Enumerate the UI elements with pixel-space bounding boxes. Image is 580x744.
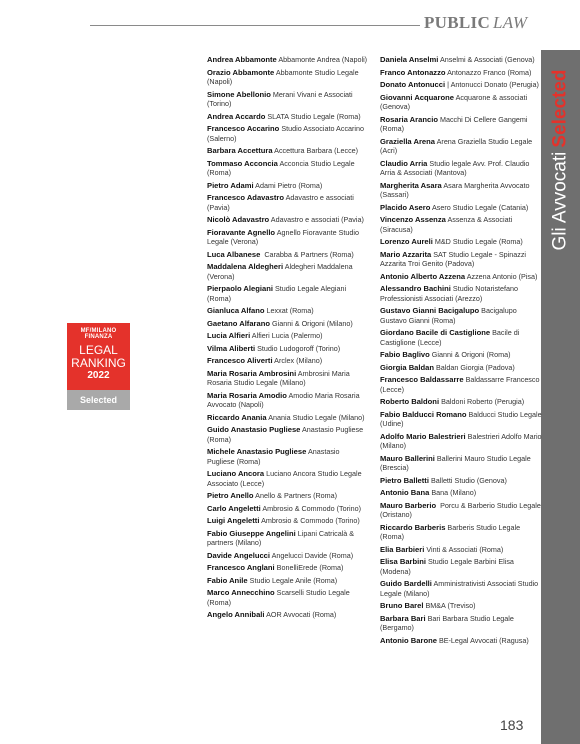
lawyer-name: Lorenzo Aureli [380, 237, 433, 246]
lawyer-name: Placido Asero [380, 202, 431, 212]
sidebar-title-accent: Selected [549, 69, 571, 148]
lawyer-name: Claudio Arria [380, 158, 428, 168]
firm-name: Barberis Studio Legale (Roma) [380, 522, 521, 541]
firm-name: Arclex (Milano) [274, 356, 323, 365]
list-item [207, 413, 369, 423]
lawyer-name: Graziella Arena [380, 136, 436, 146]
lawyer-name: Orazio Abbamonte [207, 67, 275, 77]
list-item [380, 215, 542, 234]
list-item [207, 55, 369, 65]
firm-name: Gianni & Origoni (Milano) [272, 318, 353, 328]
list-item [207, 576, 369, 586]
firm-name: BonelliErede (Roma) [276, 563, 344, 572]
list-item [207, 90, 369, 109]
firm-name: SAT Studio Legale - Spinazzi Azzarita Troi Genito (Padova) [380, 249, 527, 268]
list-item [380, 350, 542, 360]
lawyer-name: Adolfo Mario Balestrieri [380, 431, 466, 441]
lawyer-name: Margherita Asara [380, 180, 442, 190]
list-item [380, 93, 542, 112]
lawyer-name: Vincenzo Assenza [380, 215, 446, 224]
list-item [207, 516, 369, 526]
firm-name: Carabba & Partners (Roma) [262, 249, 354, 259]
firm-name: Asero Studio Legale (Catania) [431, 202, 529, 212]
section-title-strong: PUBLIC [424, 13, 491, 32]
firm-name: Ambrosio & Commodo (Torino) [261, 516, 360, 525]
list-item [207, 228, 369, 247]
list-item [380, 601, 542, 611]
firm-name: Alfieri Lucia (Palermo) [251, 331, 323, 340]
lawyer-name: Francesco Aliverti [207, 356, 273, 365]
list-item [207, 181, 369, 191]
firm-name: M&D Studio Legale (Roma) [434, 237, 523, 246]
firm-name: Azzena Antonio (Pisa) [466, 271, 538, 281]
firm-name: Vinti & Associati (Roma) [426, 544, 504, 554]
list-item [380, 137, 542, 156]
firm-name: Studio Legale Alegiani (Roma) [207, 284, 347, 303]
sidebar-title [541, 50, 580, 270]
firm-name: Amministrativisti Associati Studio Legale (Milano) [380, 579, 539, 598]
firm-name: Bacile di Castiglione (Lecce) [380, 328, 520, 347]
lawyer-name: Mario Azzarita [380, 249, 432, 259]
firm-name: Assenza & Associati (Siracusa) [380, 215, 513, 234]
firm-name: Amodio Maria Rosaria Avvocato (Napoli) [207, 390, 360, 409]
firm-name: Anastasio Pugliese (Roma) [207, 447, 340, 466]
list-item [207, 215, 369, 225]
list-item [380, 80, 542, 90]
list-item [207, 369, 369, 388]
list-item [207, 504, 369, 514]
firm-name: SLATA Studio Legale (Roma) [267, 111, 361, 121]
list-item [380, 636, 542, 646]
lawyer-name: Gustavo Gianni Bacigalupo [380, 306, 480, 315]
lawyer-name: Francesco Accarino [207, 124, 280, 133]
list-item [207, 284, 369, 303]
firm-name: Agnello Fioravante Studio Legale (Verona) [207, 227, 359, 246]
firm-name: Studio Ludogoroff (Torino) [257, 343, 341, 353]
list-item [207, 425, 369, 444]
list-item [207, 331, 369, 341]
firm-name: Lipani Catricalà & partners (Milano) [207, 528, 355, 547]
firm-name: Macchi Di Cellere Gangemi (Roma) [380, 114, 528, 133]
list-item [207, 563, 369, 573]
lawyer-name: Andrea Abbamonte [207, 55, 277, 64]
lawyer-name: Fabio Balducci Romano [380, 409, 467, 419]
lawyer-name: Angelo Annibali [207, 610, 265, 619]
lawyer-name: Luca Albanese [207, 249, 261, 259]
list-item [380, 181, 542, 200]
firm-name: Luciano Ancora Studio Legale Associato (Lecce) [207, 469, 362, 488]
firm-name: Bana (Milano) [431, 488, 477, 497]
list-item [380, 203, 542, 213]
list-item [380, 363, 542, 373]
firm-name: Asara Margherita Avvocato (Sassari) [380, 180, 530, 199]
list-item [380, 454, 542, 473]
list-item [207, 529, 369, 548]
lawyer-name: Guido Anastasio Pugliese [207, 425, 301, 434]
page-number: 183 [500, 717, 524, 733]
list-item [207, 159, 369, 178]
lawyer-name: Antonio Barone [380, 635, 437, 645]
firm-name: Anastasio Pugliese (Roma) [207, 425, 364, 444]
lawyer-name: Fabio Giuseppe Angelini [207, 528, 296, 538]
lawyer-name: Barbara Accettura [207, 146, 273, 155]
lawyer-name: Luciano Ancora [207, 469, 265, 478]
firm-name: Angelucci Davide (Roma) [271, 550, 354, 560]
section-title-light: LAW [493, 13, 528, 32]
list-item [380, 410, 542, 429]
firm-name: Studio legale Avv. Prof. Claudio Arria & Associati (Mantova) [380, 158, 530, 177]
lawyer-name: Pietro Adami [207, 180, 254, 190]
lawyer-name: Andrea Accardo [207, 111, 266, 121]
firm-name: Lexxat (Roma) [266, 306, 314, 315]
list-item [380, 328, 542, 347]
firm-name: Acquarone & associati (Genova) [380, 92, 528, 111]
firm-name: Adami Pietro (Roma) [255, 180, 323, 190]
left-column [207, 55, 369, 623]
lawyer-name: Antonio Bana [380, 488, 430, 497]
lawyer-name: Rosaria Arancio [380, 114, 438, 124]
lawyer-name: Roberto Baldoni [380, 397, 440, 406]
lawyer-name: Riccardo Barberis [380, 522, 446, 532]
firm-name: Baldan Giorgia (Padova) [436, 362, 515, 372]
firm-name: Studio Associato Accarino (Salerno) [207, 124, 365, 143]
firm-name: Studio Legale Anile (Roma) [249, 575, 338, 585]
sidebar-title-main: Gli Avvocati [549, 151, 571, 251]
list-item [380, 68, 542, 78]
lawyer-name: Lucia Alfieri [207, 331, 251, 340]
list-item [207, 344, 369, 354]
firm-name: Balducci Studio Legale (Udine) [380, 409, 542, 428]
list-item [207, 68, 369, 87]
lawyer-name: Giordano Bacile di Castiglione [380, 328, 491, 337]
list-item [380, 545, 542, 555]
lawyer-name: Marco Annecchino [207, 588, 275, 597]
lawyer-name: Michele Anastasio Pugliese [207, 447, 307, 456]
list-item [207, 146, 369, 156]
lawyer-name: Gianluca Alfano [207, 306, 265, 315]
lawyer-name: Alessandro Bachini [380, 284, 451, 293]
list-item [207, 588, 369, 607]
lawyer-name: Gaetano Alfarano [207, 318, 271, 328]
list-item [380, 375, 542, 394]
firm-name: | Antonucci Donato (Perugia) [447, 80, 539, 89]
firm-name: Bari Barbara Studio Legale (Bergamo) [380, 613, 514, 632]
firm-name: Baldoni Roberto (Perugia) [441, 397, 525, 406]
list-item [207, 306, 369, 316]
firm-name: Balestrieri Adolfo Mario (Milano) [380, 431, 542, 450]
firm-name: Adavastro e associati (Pavia) [270, 215, 364, 224]
list-item [380, 614, 542, 633]
list-item [380, 476, 542, 486]
lawyer-name: Maria Rosaria Ambrosini [207, 368, 297, 378]
lawyer-name: Francesco Baldassarre [380, 375, 464, 384]
lawyer-name: Elia Barbieri [380, 544, 425, 554]
firm-name: Anselmi & Associati (Genova) [440, 55, 535, 64]
lawyer-name: Mauro Ballerini [380, 453, 435, 463]
lawyer-name: Davide Angelucci [207, 550, 271, 560]
lawyer-name: Daniela Anselmi [380, 55, 439, 64]
list-item [207, 447, 369, 466]
firm-name: Gianni & Origoni (Roma) [431, 350, 511, 359]
lawyer-name: Pietro Balletti [380, 475, 429, 485]
badge-footer: Selected [67, 390, 130, 410]
lawyer-name: Carlo Angeletti [207, 503, 261, 513]
firm-name: AOR Avvocati (Roma) [266, 610, 337, 619]
list-item [380, 237, 542, 247]
lawyer-name: Barbara Bari [380, 613, 426, 623]
lawyer-name: Simone Abellonio [207, 89, 271, 99]
list-item [380, 284, 542, 303]
lawyer-name: Vilma Aliberti [207, 343, 256, 353]
list-item [380, 55, 542, 65]
firm-name: Porcu & Barberio Studio Legale (Oristano) [380, 500, 541, 519]
firm-name: Ballerini Mauro Studio Legale (Brescia) [380, 453, 531, 472]
lawyer-name: Antonio Alberto Azzena [380, 271, 466, 281]
legal-ranking-badge [67, 323, 130, 410]
firm-name: Abbamonte Andrea (Napoli) [278, 55, 368, 64]
firm-name: Studio Legale Barbini Elisa (Modena) [380, 557, 514, 576]
section-title [424, 13, 527, 33]
list-item [207, 391, 369, 410]
firm-name: Bacigalupo Gustavo Gianni (Roma) [380, 306, 517, 325]
badge-line-1: LEGAL [79, 343, 118, 357]
firm-name: BM&A (Treviso) [425, 601, 476, 610]
firm-name: Accettura Barbara (Lecce) [274, 146, 359, 155]
lawyer-name: Francesco Anglani [207, 563, 275, 572]
list-item [207, 491, 369, 501]
list-item [380, 501, 542, 520]
list-item [380, 272, 542, 282]
list-item [380, 579, 542, 598]
lawyer-name: Nicolò Adavastro [207, 215, 270, 224]
lawyer-name: Franco Antonazzo [380, 67, 446, 77]
lawyer-name: Luigi Angeletti [207, 516, 260, 525]
firm-name: Balletti Studio (Genova) [430, 475, 507, 485]
lawyer-name: Mauro Barberio [380, 500, 437, 510]
list-item [207, 112, 369, 122]
list-item [207, 356, 369, 366]
lawyer-name: Giovanni Acquarone [380, 92, 454, 102]
lawyer-name: Bruno Barel [380, 601, 424, 610]
firm-name: Aldegheri Maddalena (Verona) [207, 262, 353, 281]
list-item [380, 250, 542, 269]
firm-name: Adavastro e associati (Pavia) [207, 193, 354, 212]
lawyer-name: Giorgia Baldan [380, 362, 435, 372]
badge-line-2: RANKING [71, 356, 126, 370]
lawyer-name: Guido Bardelli [380, 579, 432, 588]
lawyer-name: Maria Rosaria Amodio [207, 390, 287, 400]
lawyer-name: Maddalena Aldegheri [207, 262, 284, 271]
right-column [380, 55, 542, 648]
lawyer-name: Fabio Anile [207, 575, 248, 585]
lawyer-name: Fabio Baglivo [380, 350, 430, 359]
list-item [207, 193, 369, 212]
lawyer-name: Fioravante Agnello [207, 227, 276, 237]
list-item [380, 523, 542, 542]
list-item [207, 469, 369, 488]
firm-name: Ambrosio & Commodo (Torino) [262, 503, 362, 513]
lawyer-name: Elisa Barbini [380, 557, 427, 566]
list-item [207, 551, 369, 561]
header-rule [90, 25, 420, 26]
lawyer-name: Pierpaolo Alegiani [207, 284, 273, 293]
lawyer-name: Tommaso Acconcia [207, 158, 278, 168]
list-item [207, 250, 369, 260]
list-item [207, 319, 369, 329]
list-item [380, 432, 542, 451]
firm-name: Merani Vivani e Associati (Torino) [207, 89, 353, 108]
lawyer-name: Francesco Adavastro [207, 193, 284, 202]
firm-name: Ambrosini Maria Rosaria Studio Legale (Milano) [207, 368, 350, 387]
lawyer-name: Donato Antonucci [380, 80, 446, 89]
list-item [380, 488, 542, 498]
badge-brand-logo: MF/MILANO FINANZA [80, 328, 117, 340]
list-item [207, 124, 369, 143]
firm-name: Abbamonte Studio Legale (Napoli) [207, 67, 359, 86]
list-item [380, 306, 542, 325]
list-item [380, 159, 542, 178]
list-item [380, 115, 542, 134]
badge-year: 2022 [87, 370, 110, 381]
firm-name: Arena Graziella Studio Legale (Acri) [380, 136, 533, 155]
firm-name: Acconcia Studio Legale (Roma) [207, 158, 355, 177]
list-item [207, 610, 369, 620]
list-item [207, 262, 369, 281]
lawyer-name: Pietro Anello [207, 491, 254, 500]
firm-name: Scarselli Studio Legale (Roma) [207, 588, 350, 607]
list-item [380, 397, 542, 407]
firm-name: Anello & Partners (Roma) [255, 491, 338, 500]
firm-name: Anania Studio Legale (Milano) [268, 412, 365, 422]
firm-name: Baldassarre Francesco (Lecce) [380, 375, 540, 394]
lawyer-name: Riccardo Anania [207, 412, 267, 422]
list-item [380, 557, 542, 576]
firm-name: Studio Notaristefano Professionisti Associati (Arezzo) [380, 284, 519, 303]
firm-name: Antonazzo Franco (Roma) [447, 67, 532, 77]
firm-name: BE-Legal Avvocati (Ragusa) [438, 635, 529, 645]
